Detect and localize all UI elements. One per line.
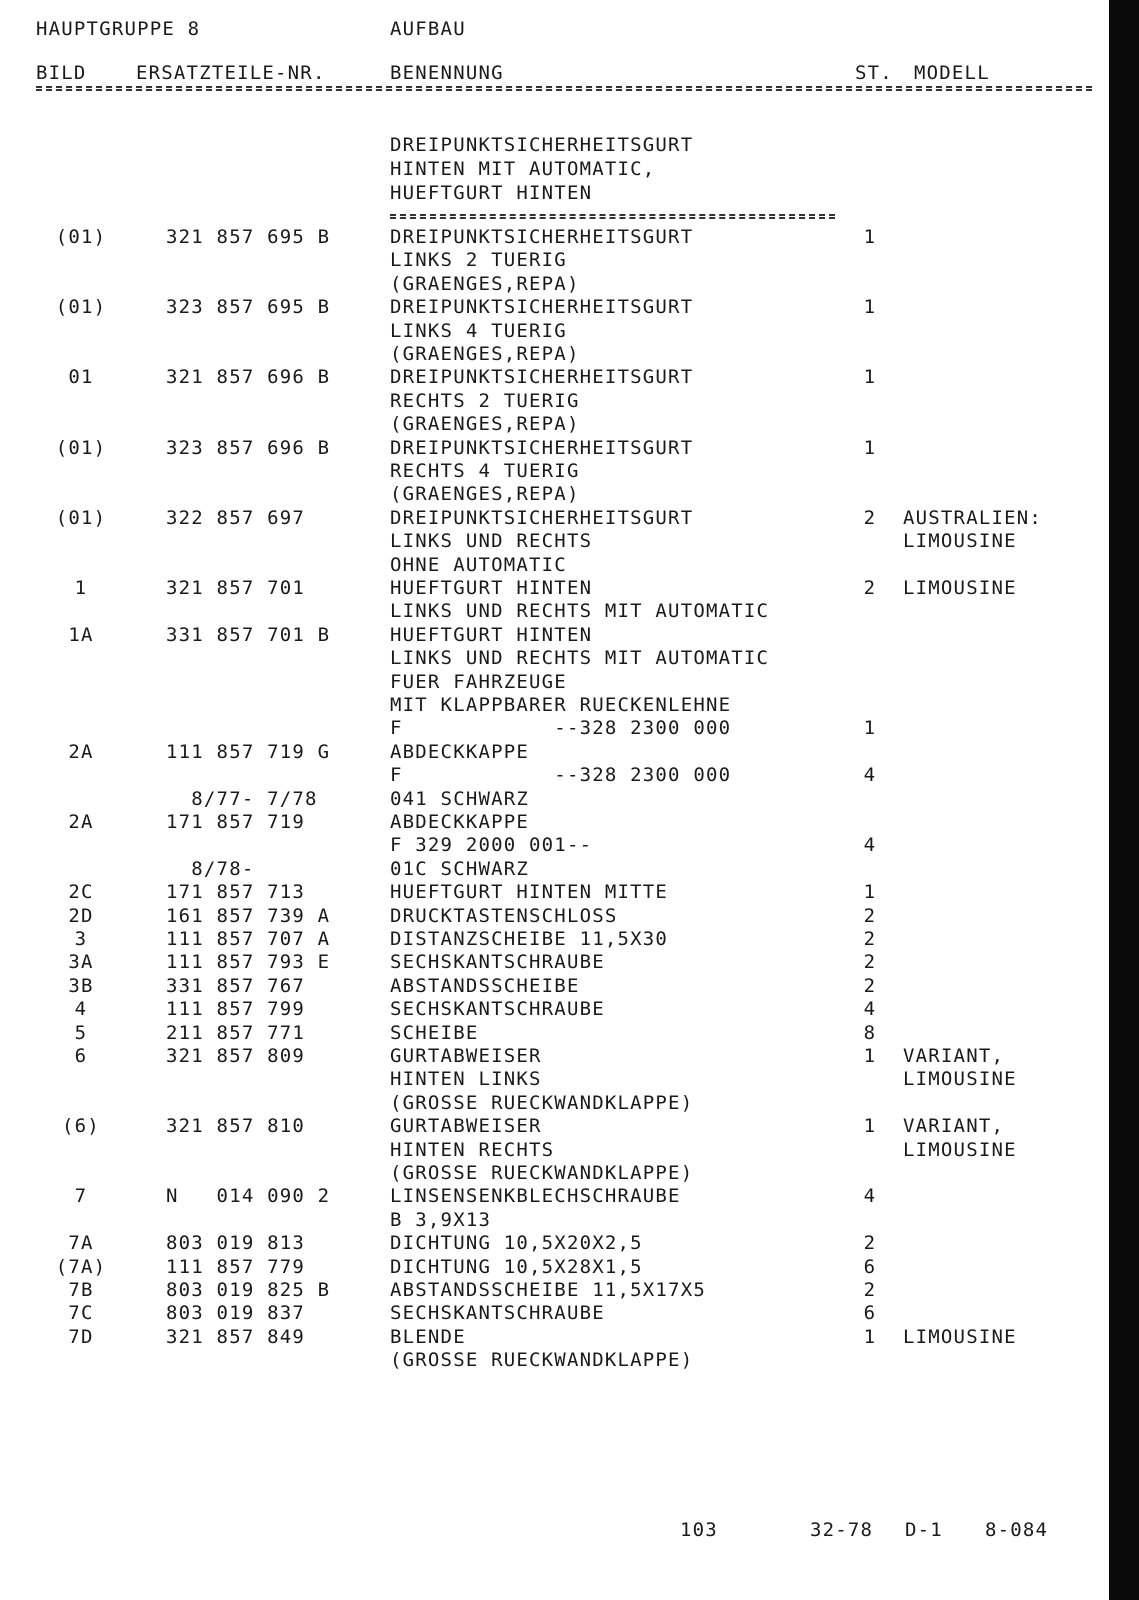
part-number: 111 857 793 E	[166, 951, 331, 974]
main-group-label: HAUPTGRUPPE 8	[36, 18, 201, 40]
quantity: 8	[863, 1021, 877, 1044]
figure-ref: 2A	[68, 811, 94, 833]
part-description: 01C SCHWARZ	[390, 857, 530, 880]
quantity: 1	[863, 1115, 877, 1138]
table-row	[0, 788, 1100, 811]
column-header-bild: BILD	[36, 62, 87, 84]
part-description: F --328 2300 000	[390, 764, 732, 787]
part-description: ABSTANDSSCHEIBE	[390, 974, 580, 997]
part-description: 041 SCHWARZ	[390, 787, 530, 810]
figure-ref: (01)	[55, 506, 107, 529]
figure-ref: 6	[74, 1045, 88, 1067]
table-row	[0, 343, 1100, 366]
part-number: 211 857 771	[166, 1021, 306, 1044]
part-description: (GRAENGES,REPA)	[390, 483, 580, 506]
part-description: DREIPUNKTSICHERHEITSGURT	[390, 506, 694, 529]
quantity: 1	[863, 226, 877, 248]
table-row	[0, 366, 1100, 389]
part-description: DREIPUNKTSICHERHEITSGURT	[390, 436, 694, 459]
figure-ref: 3A	[68, 951, 94, 974]
quantity: 2	[863, 928, 877, 950]
page-number: 103	[680, 1519, 718, 1541]
part-number: 8/78-	[166, 857, 255, 880]
part-description: SCHEIBE	[390, 1021, 479, 1044]
figure-ref: 2A	[68, 740, 94, 763]
table-row	[0, 1092, 1100, 1115]
figure-ref: (7A)	[55, 1255, 107, 1278]
figure-ref: 3	[74, 928, 88, 950]
part-number: 331 857 767	[166, 974, 306, 997]
table-row	[0, 858, 1100, 881]
table-row	[0, 600, 1100, 623]
section-title-line: HUEFTGURT HINTEN	[390, 182, 593, 204]
table-row	[0, 741, 1100, 764]
table-row	[0, 1302, 1100, 1325]
part-description: GURTABWEISER	[390, 1115, 542, 1138]
part-description: DISTANZSCHEIBE 11,5X30	[390, 928, 669, 950]
part-description: ABDECKKAPPE	[390, 811, 530, 833]
figure-ref: 01	[68, 366, 94, 389]
figure-ref: 1A	[68, 623, 94, 646]
part-number: 803 019 813	[166, 1232, 306, 1255]
quantity: 2	[863, 577, 877, 599]
table-row	[0, 1326, 1100, 1349]
quantity: 4	[863, 1185, 877, 1208]
edition-date: 32-78	[810, 1519, 874, 1541]
part-description: RECHTS 2 TUERIG	[390, 389, 580, 412]
part-number: 803 019 837	[166, 1302, 306, 1325]
part-description: (GROSSE RUECKWANDKLAPPE)	[390, 1349, 694, 1372]
part-description: DICHTUNG 10,5X28X1,5	[390, 1255, 643, 1278]
part-description: (GROSSE RUECKWANDKLAPPE)	[390, 1091, 694, 1114]
table-row	[0, 975, 1100, 998]
table-row	[0, 483, 1100, 506]
part-number: 171 857 719	[166, 811, 306, 833]
part-number: 321 857 810	[166, 1115, 306, 1138]
table-row	[0, 1115, 1100, 1138]
figure-ref: 2C	[68, 881, 94, 904]
table-row	[0, 951, 1100, 974]
quantity: 1	[863, 1045, 877, 1067]
table-row	[0, 998, 1100, 1021]
table-row	[0, 273, 1100, 296]
table-row	[0, 437, 1100, 460]
part-description: (GRAENGES,REPA)	[390, 343, 580, 365]
model: LIMOUSINE	[903, 1138, 1017, 1161]
quantity: 2	[863, 1232, 877, 1255]
quantity: 2	[863, 951, 877, 974]
part-description: F 329 2000 001--	[390, 834, 593, 857]
part-description: FUER FAHRZEUGE	[390, 670, 567, 693]
table-row	[0, 554, 1100, 577]
part-number: 323 857 696 B	[166, 436, 331, 459]
model: LIMOUSINE	[903, 577, 1017, 599]
figure-ref: 7	[74, 1185, 88, 1208]
table-row	[0, 811, 1100, 834]
table-row	[0, 296, 1100, 319]
quantity: 2	[863, 506, 877, 529]
part-description: DREIPUNKTSICHERHEITSGURT	[390, 366, 694, 389]
quantity: 1	[863, 296, 877, 319]
table-row	[0, 624, 1100, 647]
catalog-code: 8-084	[985, 1519, 1049, 1541]
part-number: 321 857 696 B	[166, 366, 331, 389]
table-row	[0, 928, 1100, 951]
part-number: 321 857 695 B	[166, 226, 331, 248]
part-description: HINTEN RECHTS	[390, 1138, 555, 1161]
table-row	[0, 1256, 1100, 1279]
part-description: OHNE AUTOMATIC	[390, 553, 567, 576]
part-description: (GROSSE RUECKWANDKLAPPE)	[390, 1162, 694, 1184]
part-description: HUEFTGURT HINTEN MITTE	[390, 881, 669, 904]
quantity: 6	[863, 1255, 877, 1278]
table-row	[0, 881, 1100, 904]
table-row	[0, 320, 1100, 343]
part-description: DREIPUNKTSICHERHEITSGURT	[390, 226, 694, 248]
table-row	[0, 249, 1100, 272]
table-row	[0, 1068, 1100, 1091]
column-header-quantity: ST.	[855, 62, 893, 84]
part-number: 323 857 695 B	[166, 296, 331, 319]
column-header-part-number: ERSATZTEILE-NR.	[136, 62, 326, 84]
table-row	[0, 390, 1100, 413]
column-header-description: BENENNUNG	[390, 62, 504, 84]
part-description: LINKS 4 TUERIG	[390, 319, 567, 342]
table-row	[0, 905, 1100, 928]
table-row	[0, 647, 1100, 670]
part-number: 161 857 739 A	[166, 904, 331, 927]
table-row	[0, 1279, 1100, 1302]
part-description: HUEFTGURT HINTEN	[390, 577, 593, 599]
table-row	[0, 507, 1100, 530]
part-number: 321 857 701	[166, 577, 306, 599]
part-description: RECHTS 4 TUERIG	[390, 460, 580, 482]
part-number: 331 857 701 B	[166, 623, 331, 646]
quantity: 1	[863, 881, 877, 904]
table-row	[0, 460, 1100, 483]
figure-ref: (01)	[55, 226, 107, 248]
quantity: 2	[863, 974, 877, 997]
quantity: 4	[863, 998, 877, 1021]
part-description: HUEFTGURT HINTEN	[390, 623, 593, 646]
quantity: 2	[863, 1279, 877, 1301]
table-row	[0, 717, 1100, 740]
model: AUSTRALIEN:	[903, 506, 1043, 529]
part-description: LINKS UND RECHTS MIT AUTOMATIC	[390, 600, 770, 623]
part-description: MIT KLAPPBARER RUECKENLEHNE	[390, 694, 732, 716]
part-description: ABDECKKAPPE	[390, 740, 530, 763]
part-description: B 3,9X13	[390, 1208, 492, 1231]
part-description: ABSTANDSSCHEIBE 11,5X17X5	[390, 1279, 706, 1301]
part-description: HINTEN LINKS	[390, 1068, 542, 1091]
part-description: LINKS UND RECHTS MIT AUTOMATIC	[390, 647, 770, 670]
table-row	[0, 834, 1100, 857]
part-description: SECHSKANTSCHRAUBE	[390, 1302, 605, 1325]
header-divider	[36, 86, 1092, 91]
table-row	[0, 1045, 1100, 1068]
figure-ref: 5	[74, 1021, 88, 1044]
table-row	[0, 694, 1100, 717]
model: LIMOUSINE	[903, 530, 1017, 553]
section-title-line: DREIPUNKTSICHERHEITSGURT	[390, 134, 694, 156]
part-number: 111 857 707 A	[166, 928, 331, 950]
part-number: 111 857 799	[166, 998, 306, 1021]
quantity: 1	[863, 1325, 877, 1348]
figure-ref: 2D	[68, 904, 94, 927]
figure-ref: (01)	[55, 436, 107, 459]
quantity: 1	[863, 366, 877, 389]
table-row	[0, 226, 1100, 249]
part-number: 322 857 697	[166, 506, 306, 529]
part-description: LINSENSENKBLECHSCHRAUBE	[390, 1185, 681, 1208]
figure-ref: (6)	[62, 1115, 100, 1138]
part-description: LINKS UND RECHTS	[390, 530, 593, 553]
part-description: (GRAENGES,REPA)	[390, 272, 580, 295]
part-number: 321 857 809	[166, 1045, 306, 1067]
part-description: BLENDE	[390, 1325, 466, 1348]
part-number: 171 857 713	[166, 881, 306, 904]
figure-ref: 1	[74, 577, 88, 599]
quantity: 1	[863, 717, 877, 740]
part-number: 111 857 779	[166, 1255, 306, 1278]
table-row	[0, 1349, 1100, 1372]
table-row	[0, 577, 1100, 600]
quantity: 1	[863, 436, 877, 459]
quantity: 6	[863, 1302, 877, 1325]
part-number: N 014 090 2	[166, 1185, 331, 1208]
part-description: (GRAENGES,REPA)	[390, 413, 580, 436]
figure-ref: 7A	[68, 1232, 94, 1255]
part-description: DICHTUNG 10,5X20X2,5	[390, 1232, 643, 1255]
quantity: 4	[863, 834, 877, 857]
table-row	[0, 1209, 1100, 1232]
quantity: 2	[863, 904, 877, 927]
part-description: GURTABWEISER	[390, 1045, 542, 1067]
table-row	[0, 671, 1100, 694]
figure-ref: 7D	[68, 1325, 94, 1348]
table-row	[0, 1162, 1100, 1185]
model: LIMOUSINE	[903, 1325, 1017, 1348]
part-description: DREIPUNKTSICHERHEITSGURT	[390, 296, 694, 319]
part-description: F --328 2300 000	[390, 717, 732, 740]
table-row	[0, 1232, 1100, 1255]
figure-ref: 7B	[68, 1279, 94, 1301]
quantity: 4	[863, 764, 877, 787]
scan-edge	[1109, 0, 1139, 1600]
table-row	[0, 413, 1100, 436]
title-underline	[390, 214, 835, 219]
figure-ref: 3B	[68, 974, 94, 997]
table-row	[0, 530, 1100, 553]
column-header-model: MODELL	[914, 62, 990, 84]
figure-ref: 4	[74, 998, 88, 1021]
section-title-line: HINTEN MIT AUTOMATIC,	[390, 158, 656, 180]
section-label: AUFBAU	[390, 18, 466, 40]
part-description: SECHSKANTSCHRAUBE	[390, 998, 605, 1021]
model: LIMOUSINE	[903, 1068, 1017, 1091]
part-description: SECHSKANTSCHRAUBE	[390, 951, 605, 974]
model: VARIANT,	[903, 1045, 1005, 1067]
part-number: 111 857 719 G	[166, 740, 331, 763]
part-number: 321 857 849	[166, 1325, 306, 1348]
part-number: 803 019 825 B	[166, 1279, 331, 1301]
table-row	[0, 1139, 1100, 1162]
table-row	[0, 764, 1100, 787]
part-description: LINKS 2 TUERIG	[390, 249, 567, 272]
figure-ref: 7C	[68, 1302, 94, 1325]
table-row	[0, 1185, 1100, 1208]
figure-ref: (01)	[55, 296, 107, 319]
table-row	[0, 1022, 1100, 1045]
model: VARIANT,	[903, 1115, 1005, 1138]
part-description: DRUCKTASTENSCHLOSS	[390, 904, 618, 927]
part-number: 8/77- 7/78	[166, 787, 318, 810]
region-code: D-1	[905, 1519, 943, 1541]
